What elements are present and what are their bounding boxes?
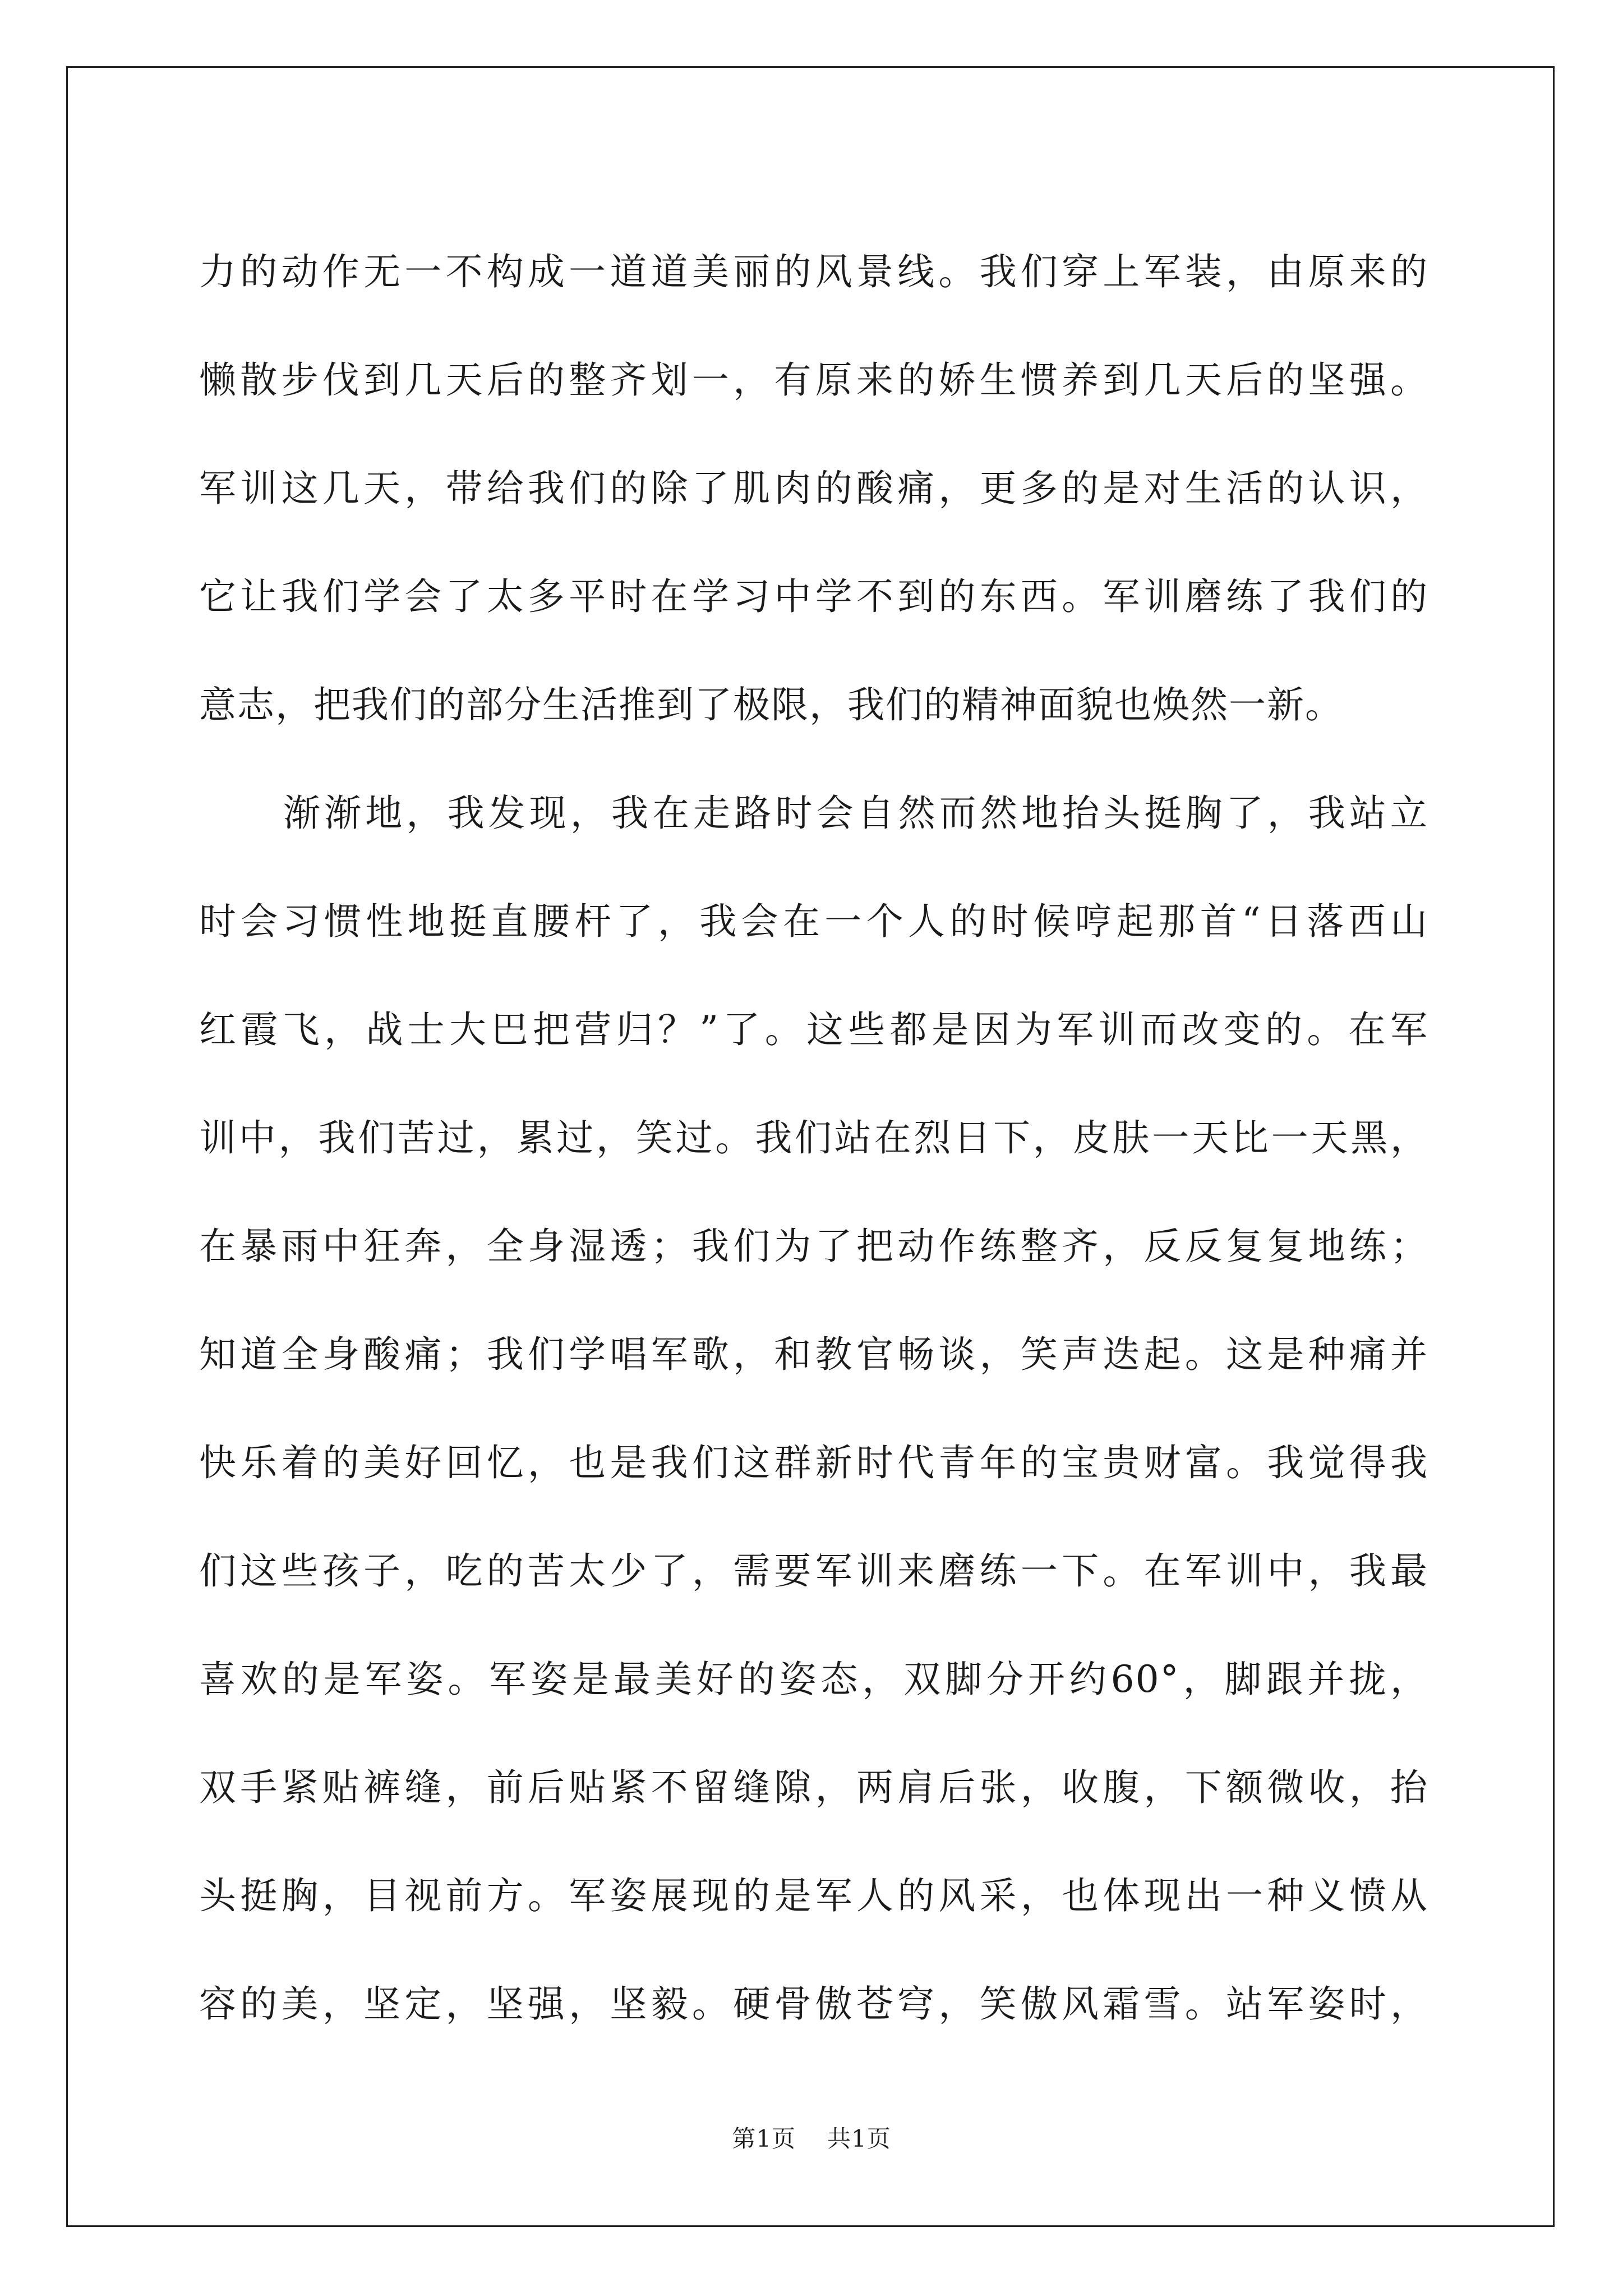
text-line: 快乐着的美好回忆，也是我们这群新时代青年的宝贵财富。我觉得我 [199,1441,1428,1484]
page-number-current: 第1页 [732,2125,796,2152]
text-line: 训中，我们苦过，累过，笑过。我们站在烈日下，皮肤一天比一天黑， [199,1116,1428,1159]
text-line: 双手紧贴裤缝，前后贴紧不留缝隙，两肩后张，收腹，下额微收，抬 [199,1766,1428,1809]
text-line: 头挺胸，目视前方。军姿展现的是军人的风采，也体现出一种义愤从 [199,1874,1428,1917]
text-line: 军训这几天，带给我们的除了肌肉的酸痛，更多的是对生活的认识， [199,467,1428,510]
page-footer [0,2120,1623,2154]
text-line: 时会习惯性地挺直腰杆了，我会在一个人的时候哼起那首“日落西山 [199,900,1428,943]
document-body [199,218,1428,2058]
paragraph-first-line: 渐渐地，我发现，我在走路时会自然而然地抬头挺胸了，我站立 [283,792,1428,835]
text-line: 力的动作无一不构成一道道美丽的风景线。我们穿上军装，由原来的 [199,250,1428,293]
text-line: 容的美，坚定，坚强，坚毅。硬骨傲苍穹，笑傲风霜雪。站军姿时， [199,1982,1428,2026]
text-line: 在暴雨中狂奔，全身湿透；我们为了把动作练整齐，反反复复地练； [199,1225,1428,1268]
text-line: 懒散步伐到几天后的整齐划一，有原来的娇生惯养到几天后的坚强。 [199,358,1428,402]
text-line: 们这些孩子，吃的苦太少了，需要军训来磨练一下。在军训中，我最 [199,1549,1428,1593]
text-line: 红霞飞，战士大巴把营归？”了。这些都是因为军训而改变的。在军 [199,1008,1428,1051]
text-line: 意志，把我们的部分生活推到了极限，我们的精神面貌也焕然一新。 [199,683,1343,726]
text-line: 它让我们学会了太多平时在学习中学不到的东西。军训磨练了我们的 [199,575,1428,618]
text-line: 喜欢的是军姿。军姿是最美好的姿态，双脚分开约60°，脚跟并拢， [199,1658,1428,1701]
text-line: 知道全身酸痛；我们学唱军歌，和教官畅谈，笑声迭起。这是种痛并 [199,1333,1428,1376]
page-number-total: 共1页 [827,2125,891,2152]
